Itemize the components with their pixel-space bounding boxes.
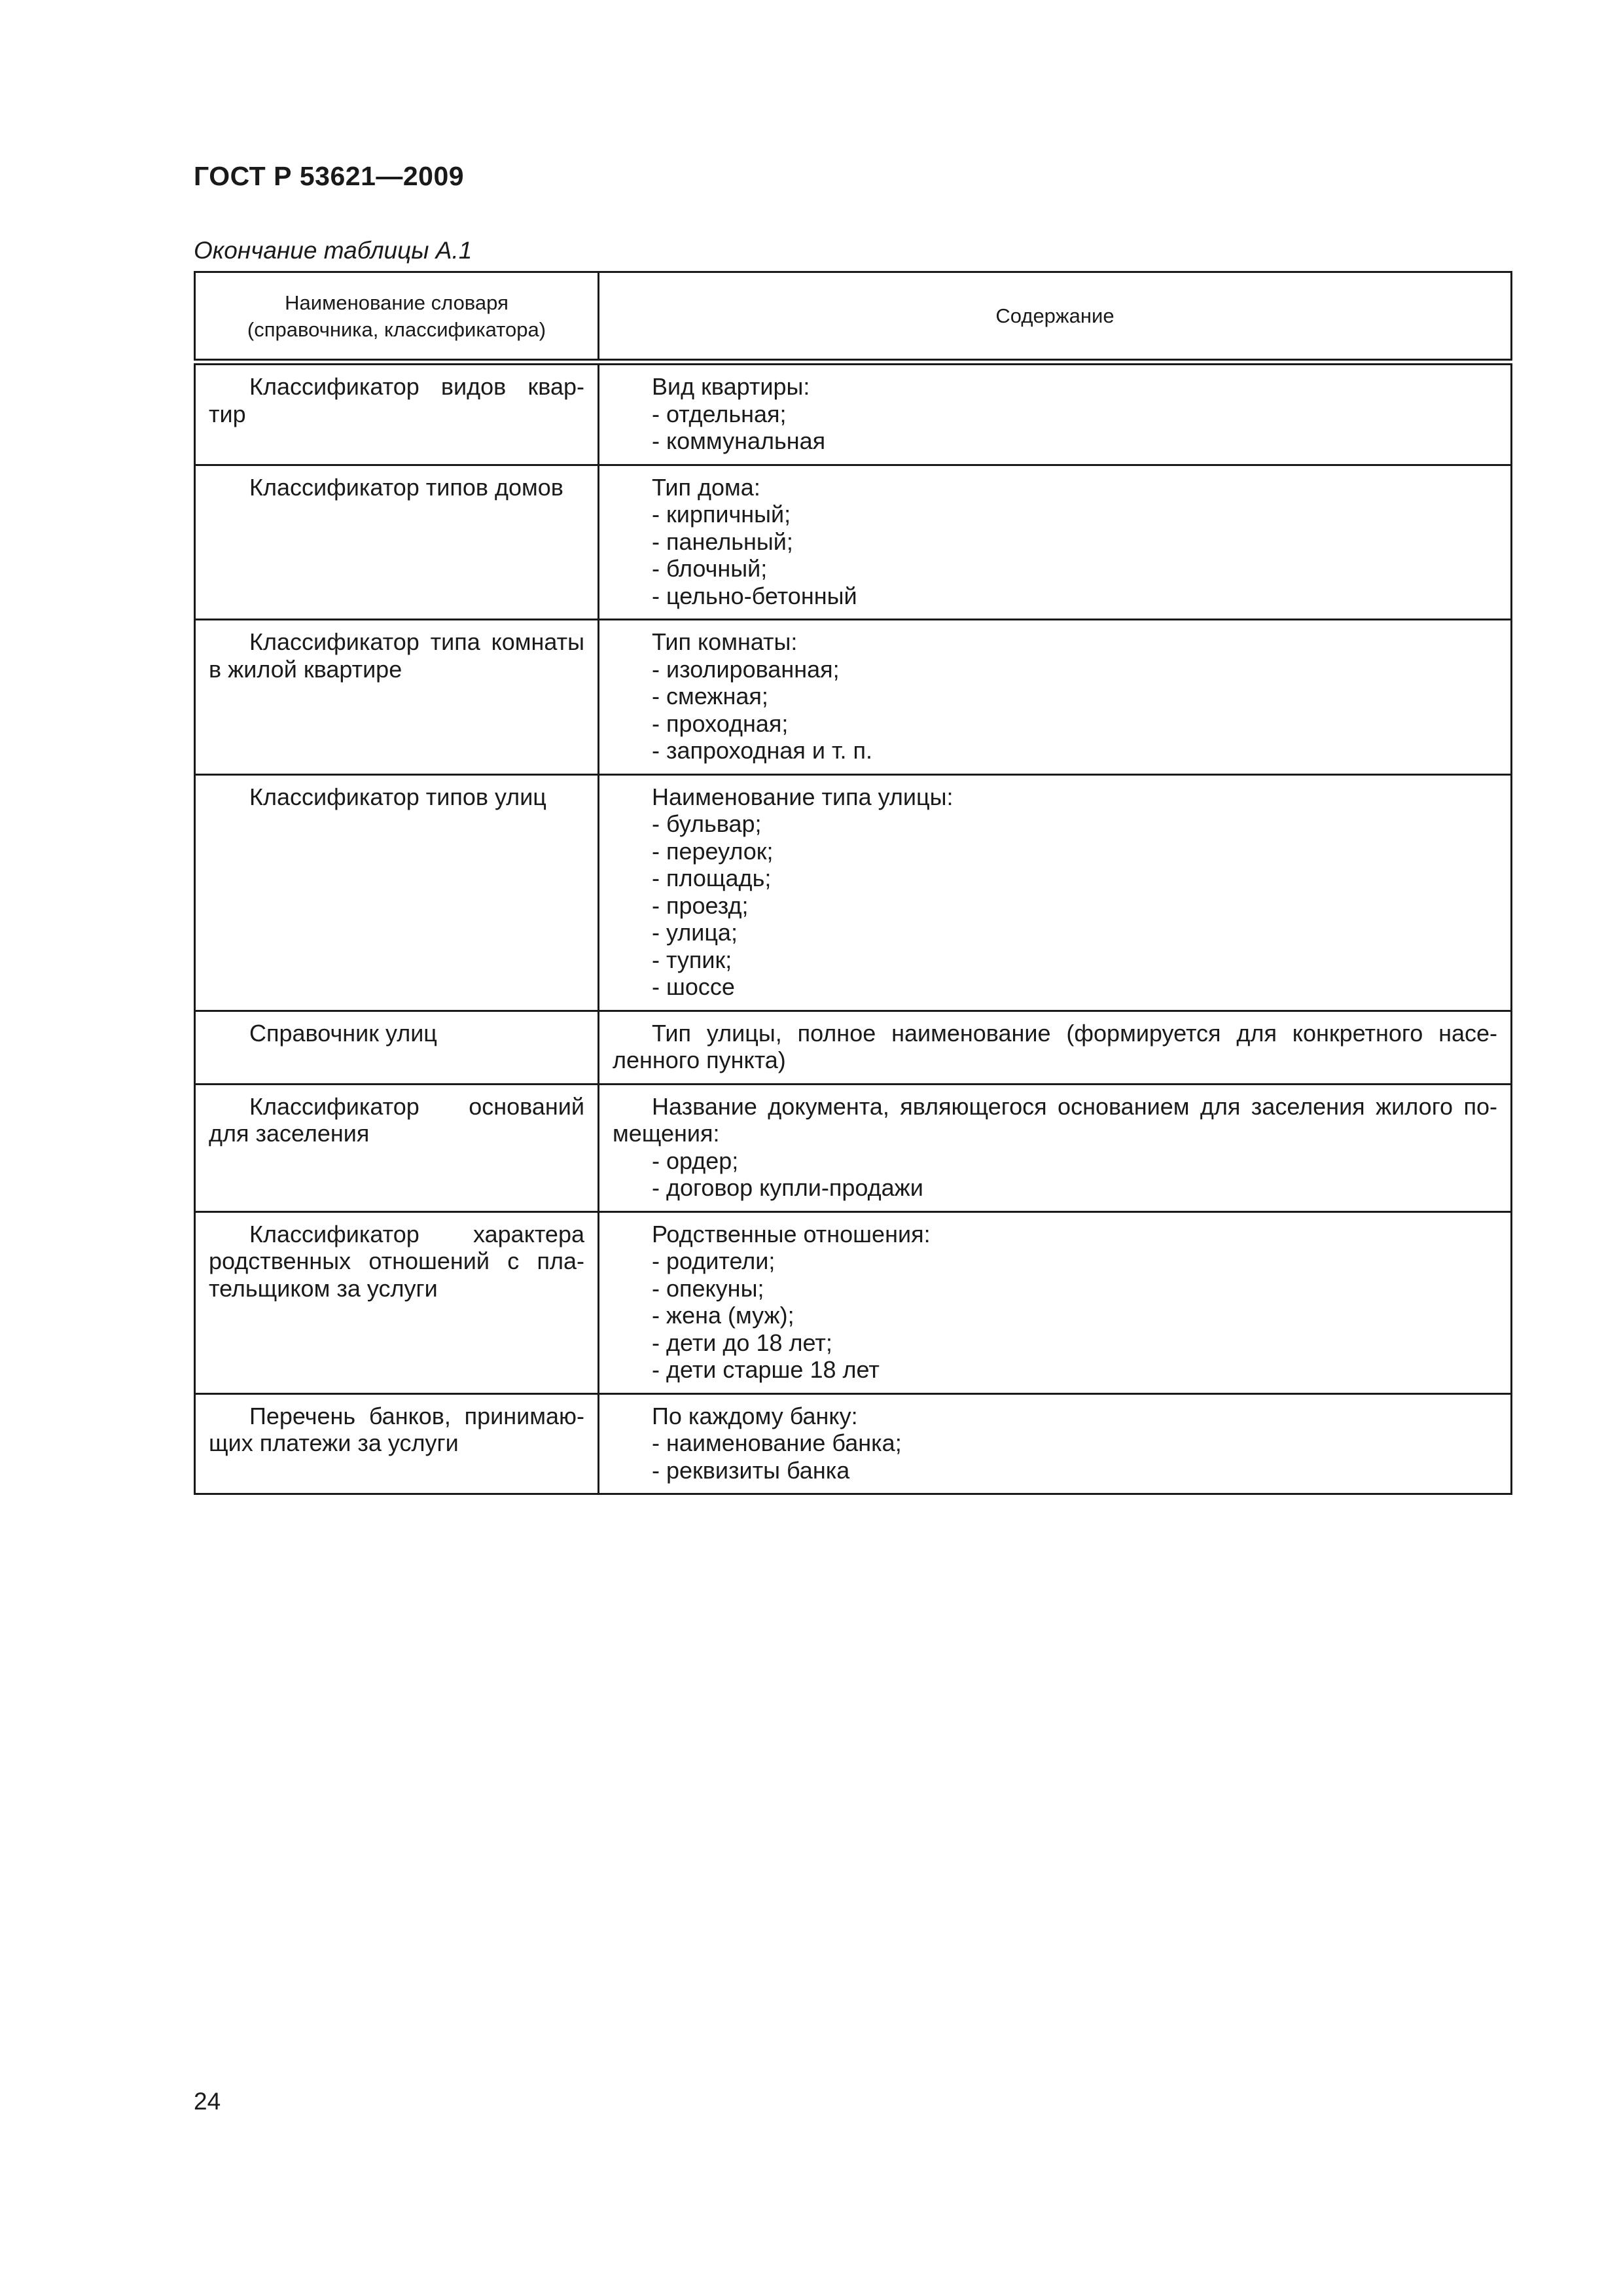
table-row <box>195 774 1512 1011</box>
content-item: - тупик; <box>652 946 732 973</box>
column-header-content: Содержание <box>599 272 1512 363</box>
table-row <box>195 362 1512 465</box>
dictionary-name: Классификатор типа комнаты в жилой квартире <box>209 628 584 683</box>
content-title: Тип улицы, полное наименование (формируется для конкретного насе-ленного пункта) <box>613 1019 1497 1073</box>
content-item: - проходная; <box>652 709 789 737</box>
content-cell <box>599 620 1512 775</box>
content-item: - запроходная и т. п. <box>652 737 872 764</box>
content-item: - смежная; <box>652 683 768 709</box>
table-row <box>195 1393 1512 1494</box>
document-code: ГОСТ Р 53621—2009 <box>194 161 465 191</box>
content-cell <box>599 465 1512 620</box>
content-cell <box>599 1084 1512 1211</box>
page-number: 24 <box>194 2088 221 2115</box>
content-cell <box>599 1011 1512 1084</box>
dictionary-name: Классификатор характера родственных отношений с пла-тельщиком за услуги <box>209 1220 584 1302</box>
content-item: - шоссе <box>652 973 735 1000</box>
dictionary-name-cell <box>195 465 599 620</box>
content-item: - ордер; <box>652 1147 739 1174</box>
content-item: - отдельная; <box>652 400 787 427</box>
content-item: - коммунальная <box>652 427 826 454</box>
content-item: - площадь; <box>652 865 772 891</box>
table-row <box>195 465 1512 620</box>
table-row <box>195 1011 1512 1084</box>
dictionary-name: Классификатор типов домов <box>249 473 563 501</box>
content-item: - проезд; <box>652 891 749 919</box>
dictionary-name: Классификатор типов улиц <box>249 783 546 810</box>
dictionary-name-cell <box>195 1393 599 1494</box>
content-item: - цельно-бетонный <box>652 582 857 609</box>
content-item: - дети старше 18 лет <box>652 1356 880 1383</box>
content-item: - изолированная; <box>652 655 840 683</box>
content-item: - улица; <box>652 919 738 946</box>
content-title: Тип дома: <box>652 473 760 501</box>
dictionary-name-cell <box>195 620 599 775</box>
content-title: Название документа, являющегося основанием для заселения жилого по-мещения: <box>613 1092 1497 1147</box>
content-item: - родители; <box>652 1247 776 1274</box>
content-cell <box>599 1211 1512 1393</box>
content-title: Наименование типа улицы: <box>652 783 954 810</box>
content-item: - бульвар; <box>652 810 762 837</box>
dictionary-name-cell <box>195 362 599 465</box>
content-title: Вид квартиры: <box>652 373 810 400</box>
content-title: Тип комнаты: <box>652 628 798 655</box>
dictionary-name-cell <box>195 1211 599 1393</box>
dictionary-name-cell <box>195 774 599 1011</box>
dictionary-name-cell <box>195 1084 599 1211</box>
table-row <box>195 1211 1512 1393</box>
dictionary-name-cell <box>195 1011 599 1084</box>
content-cell <box>599 362 1512 465</box>
content-item: - блочный; <box>652 555 768 582</box>
dictionary-name: Справочник улиц <box>249 1019 437 1047</box>
content-item: - наименование банка; <box>652 1429 902 1456</box>
dictionary-name: Перечень банков, принимаю-щих платежи за услуги <box>209 1402 584 1456</box>
table-row <box>195 1084 1512 1211</box>
column-header-name <box>195 272 599 363</box>
table-row <box>195 620 1512 775</box>
content-title: Родственные отношения: <box>652 1220 931 1247</box>
content-item: - кирпичный; <box>652 501 791 528</box>
content-item: - дети до 18 лет; <box>652 1329 832 1356</box>
content-item: - панельный; <box>652 528 793 555</box>
content-title: По каждому банку: <box>652 1402 858 1429</box>
classifier-table <box>194 271 1512 1495</box>
column-header-name-line1: Наименование словаря <box>285 291 508 314</box>
dictionary-name: Классификатор оснований для заселения <box>209 1092 584 1147</box>
content-item: - договор купли-продажи <box>652 1174 923 1201</box>
content-cell <box>599 1393 1512 1494</box>
table-header-row <box>195 272 1512 363</box>
dictionary-name: Классификатор видов квар-тир <box>209 373 584 427</box>
content-item: - переулок; <box>652 837 774 865</box>
content-item: - реквизиты банка <box>652 1456 850 1484</box>
table-caption: Окончание таблицы А.1 <box>194 237 473 264</box>
content-item: - опекуны; <box>652 1274 764 1302</box>
content-cell <box>599 774 1512 1011</box>
content-item: - жена (муж); <box>652 1302 794 1329</box>
column-header-name-line2: (справочника, классификатора) <box>247 317 546 341</box>
